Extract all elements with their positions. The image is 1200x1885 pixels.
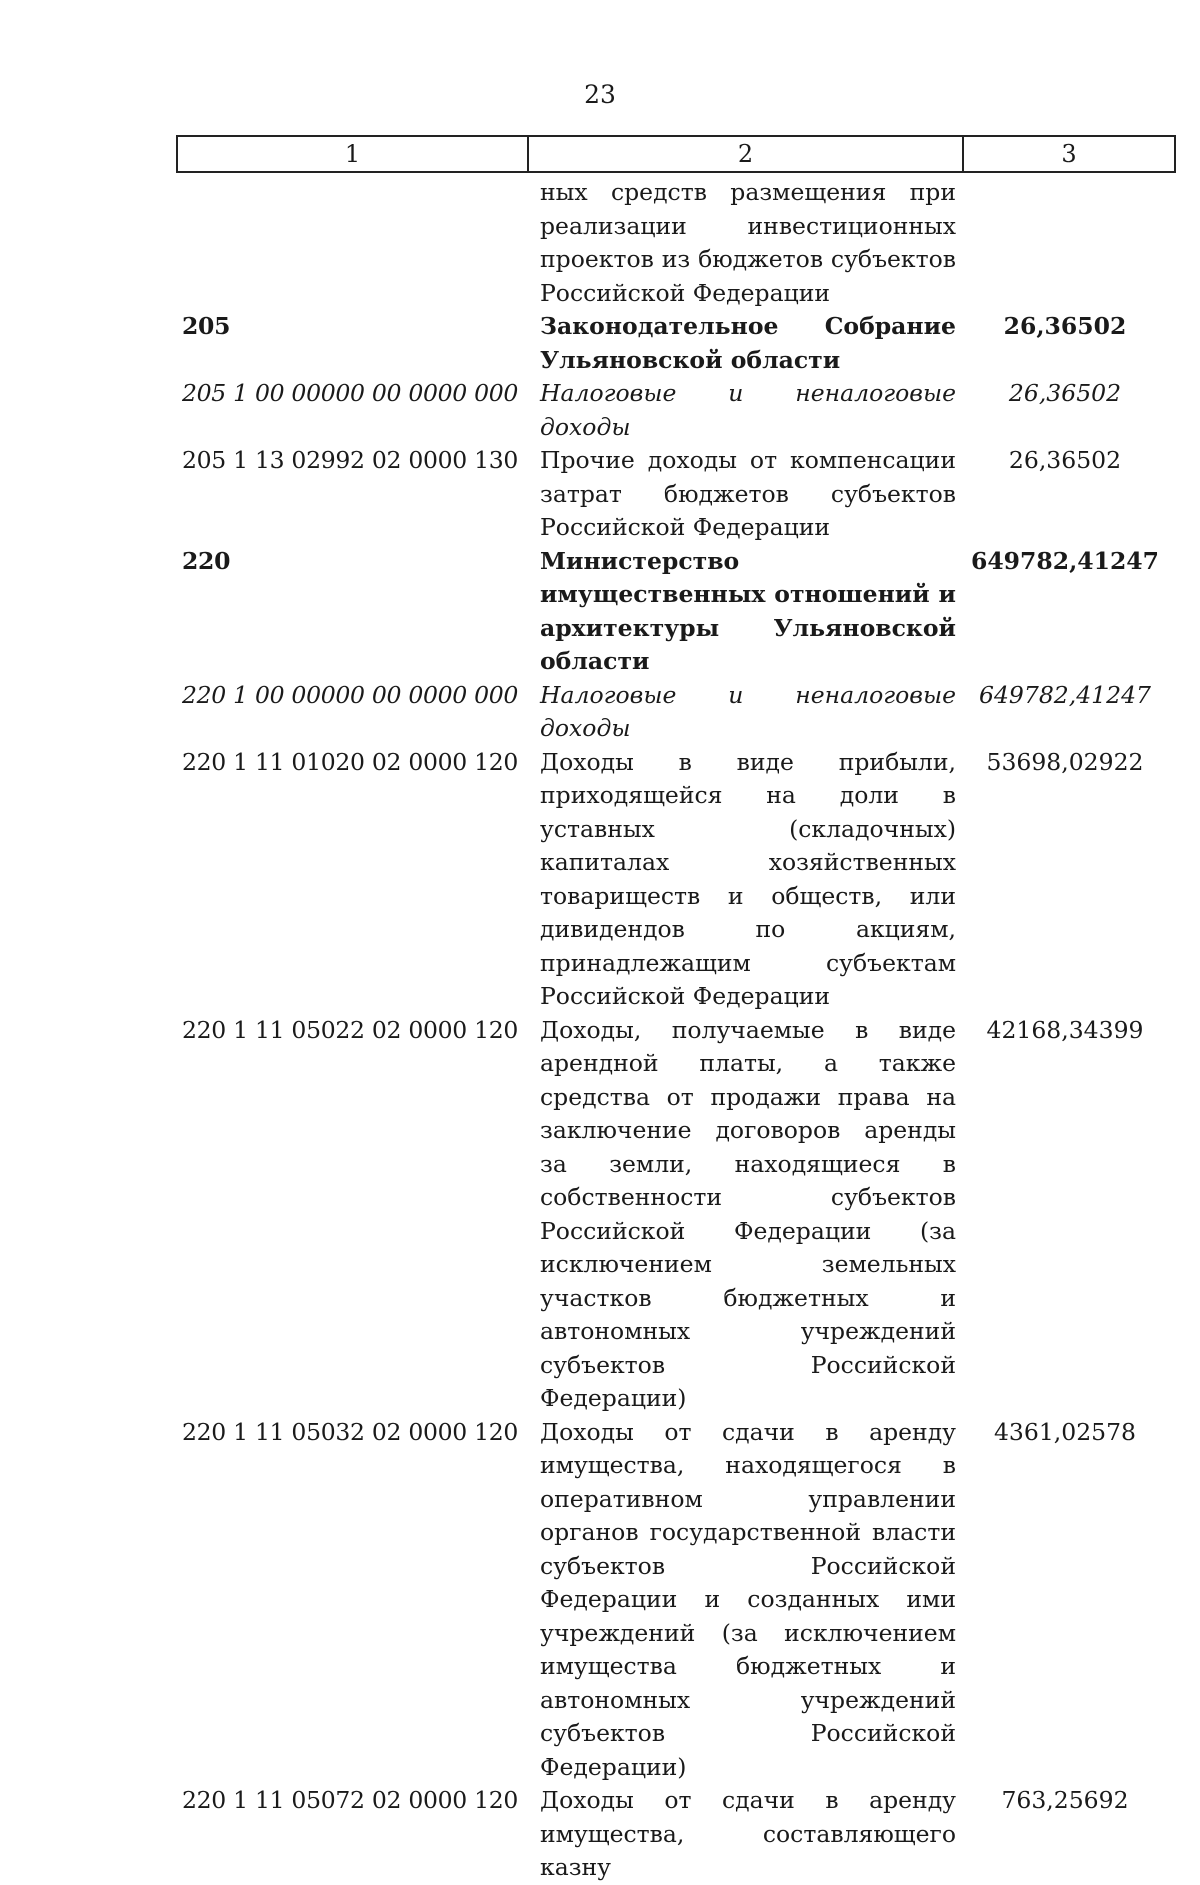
row-code	[182, 176, 532, 310]
row-code: 220	[182, 546, 231, 575]
row-name: Налоговые и неналоговые доходы	[540, 680, 956, 742]
row-sum: 26,36502	[1008, 379, 1122, 407]
row-name: Налоговые и неналоговые доходы	[540, 379, 956, 441]
row-sum: 26,36502	[1003, 312, 1127, 340]
row-sum	[956, 176, 1174, 310]
table-row	[182, 1014, 1174, 1416]
row-sum: 26,36502	[1008, 446, 1122, 474]
table-row	[182, 444, 1174, 545]
row-code: 220 1 11 05022 02 0000 120	[182, 1015, 519, 1044]
table-row	[182, 377, 1174, 444]
row-sum: 763,25692	[1001, 1786, 1129, 1814]
row-name: Министерство имущественных отношений и архитектуры Ульяновской области	[540, 546, 956, 675]
row-code: 205	[182, 312, 231, 340]
row-code: 205 1 00 00000 00 0000 000	[182, 379, 519, 407]
row-name: Доходы от сдачи в аренду имущества, находящегося в оперативном управлении органов государственной власти субъектов Российской Федерации и созданных ими учреждений (за исключением имущества бюджетных и автономных учреждений субъектов Российской Федерации)	[540, 1417, 956, 1781]
header-col-1: 1	[178, 137, 529, 171]
row-code: 205 1 13 02992 02 0000 130	[182, 446, 519, 474]
row-code: 220 1 11 01020 02 0000 120	[182, 747, 519, 776]
row-sum: 42168,34399	[986, 1015, 1144, 1044]
row-code: 220 1 11 05032 02 0000 120	[182, 1417, 519, 1446]
table-row	[182, 679, 1174, 746]
table-header	[176, 135, 1176, 173]
row-sum: 4361,02578	[993, 1417, 1137, 1446]
row-name: Доходы в виде прибыли, приходящейся на доли в уставных (складочных) капиталах хозяйственных товариществ и обществ, или дивидендов по акциям, принадлежащим субъектам Российской Федерации	[540, 747, 956, 1010]
header-col-3: 3	[1061, 140, 1077, 168]
page-number: 23	[584, 80, 616, 109]
table-row	[182, 1784, 1174, 1885]
row-sum: 649782,41247	[979, 680, 1151, 709]
table-row	[182, 176, 1174, 310]
header-col-2: 2	[529, 137, 964, 171]
table-row	[182, 746, 1174, 1014]
row-name: ных средств размещения при реализации инвестиционных проектов из бюджетов субъектов Российской Федерации	[540, 178, 956, 307]
row-sum: 649782,41247	[970, 546, 1160, 575]
row-name: Прочие доходы от компенсации затрат бюджетов субъектов Российской Федерации	[540, 446, 956, 541]
row-code: 220 1 00 00000 00 0000 000	[182, 680, 519, 709]
row-code: 220 1 11 05072 02 0000 120	[182, 1786, 519, 1814]
table-row	[182, 1416, 1174, 1785]
table-row	[182, 545, 1174, 679]
row-name: Доходы от сдачи в аренду имущества, составляющего казну	[540, 1786, 956, 1881]
table-row	[182, 310, 1174, 377]
table-body	[182, 176, 1174, 1885]
row-name: Доходы, получаемые в виде арендной платы, а также средства от продажи права на заключение договоров аренды за земли, находящиеся в собственности субъектов Российской Федерации (за исключением земельных участков бюджетных и автономных учреждений субъектов Российской Федерации)	[540, 1015, 956, 1412]
row-sum: 53698,02922	[986, 747, 1144, 776]
row-name: Законодательное Собрание Ульяновской области	[540, 312, 956, 374]
